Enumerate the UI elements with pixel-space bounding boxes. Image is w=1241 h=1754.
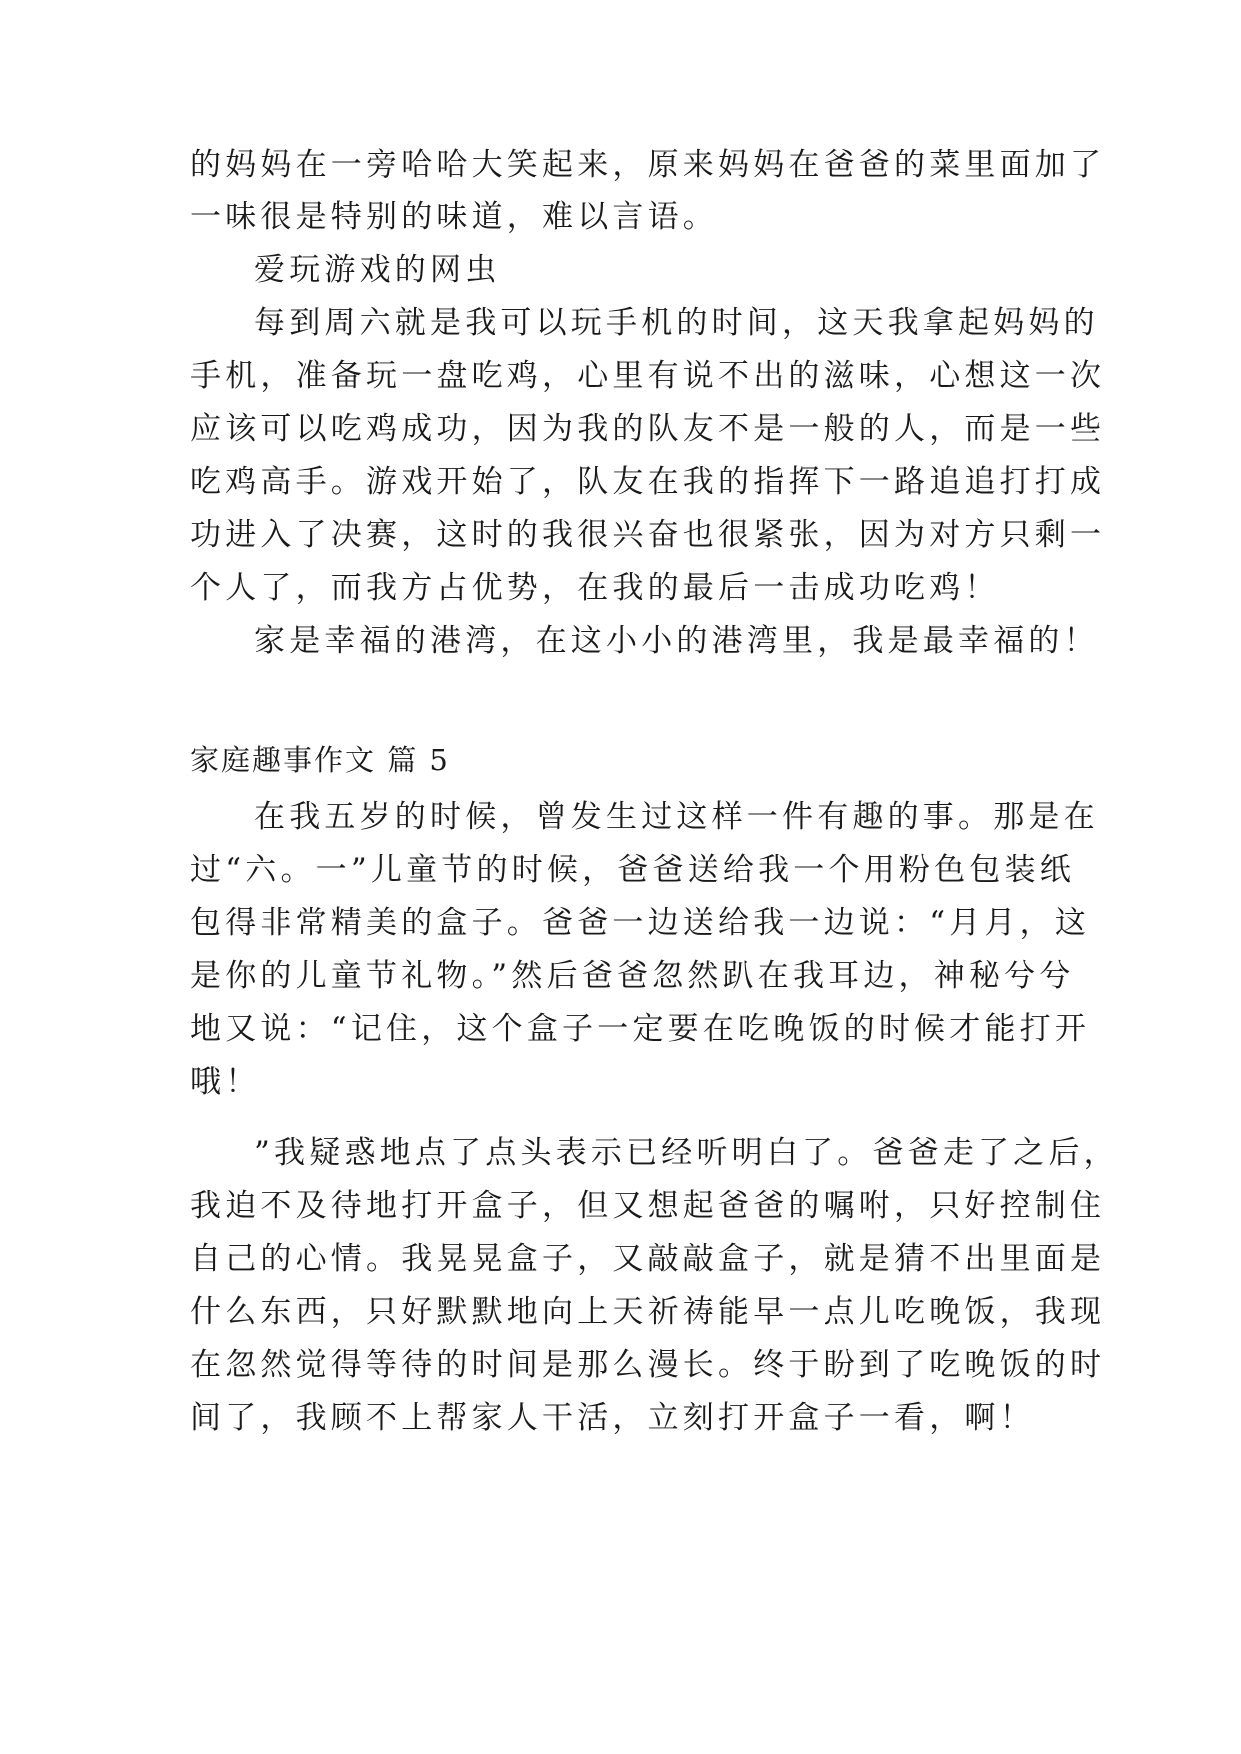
text-line: 在忽然觉得等待的时间是那么漫长。终于盼到了吃晚饭的时 (190, 1347, 1106, 1383)
text-line: 吃鸡高手。游戏开始了，队友在我的指挥下一路追追打打成 (190, 464, 1106, 500)
closing-line: 家是幸福的港湾，在这小小的港湾里，我是最幸福的！ (254, 623, 1099, 659)
subtitle: 爱玩游戏的网虫 (254, 252, 501, 288)
text-line: 手机，准备玩一盘吃鸡，心里有说不出的滋味，心想这一次 (190, 358, 1106, 394)
text-line: 个人了，而我方占优势，在我的最后一击成功吃鸡！ (190, 570, 1000, 606)
text-line: 是你的儿童节礼物。”然后爸爸忽然趴在我耳边，神秘兮兮 (190, 958, 1075, 994)
text-line: 每到周六就是我可以玩手机的时间，这天我拿起妈妈的 (254, 305, 1099, 341)
text-line: 包得非常精美的盒子。爸爸一边送给我一边说：“月月，这 (190, 905, 1091, 941)
text-line: 地又说：“记住，这个盒子一定要在吃晚饭的时候才能打开 (190, 1011, 1091, 1047)
text-line: 哦！ (190, 1064, 261, 1100)
text-line: 间了，我顾不上帮家人干活，立刻打开盒子一看，啊！ (190, 1400, 1035, 1436)
text-line: 一味很是特别的味道，难以言语。 (190, 199, 718, 235)
text-line: 自己的心情。我晃晃盒子，又敲敲盒子，就是猜不出里面是 (190, 1241, 1106, 1277)
essay-title: 家庭趣事作文 篇 5 (190, 743, 450, 777)
text-line: ”我疑惑地点了点头表示已经听明白了。爸爸走了之后， (254, 1135, 1119, 1171)
text-line: 功进入了决赛，这时的我很兴奋也很紧张，因为对方只剩一 (190, 517, 1106, 553)
text-line: 什么东西，只好默默地向上天祈祷能早一点儿吃晚饭，我现 (190, 1294, 1106, 1330)
text-line: 我迫不及待地打开盒子，但又想起爸爸的嘱咐，只好控制住 (190, 1188, 1106, 1224)
text-line: 过“六。一”儿童节的时候，爸爸送给我一个用粉色包装纸 (190, 852, 1075, 888)
text-line: 的妈妈在一旁哈哈大笑起来，原来妈妈在爸爸的菜里面加了 (190, 147, 1106, 183)
text-line: 应该可以吃鸡成功，因为我的队友不是一般的人，而是一些 (190, 411, 1106, 447)
text-line: 在我五岁的时候，曾发生过这样一件有趣的事。那是在 (254, 799, 1099, 835)
